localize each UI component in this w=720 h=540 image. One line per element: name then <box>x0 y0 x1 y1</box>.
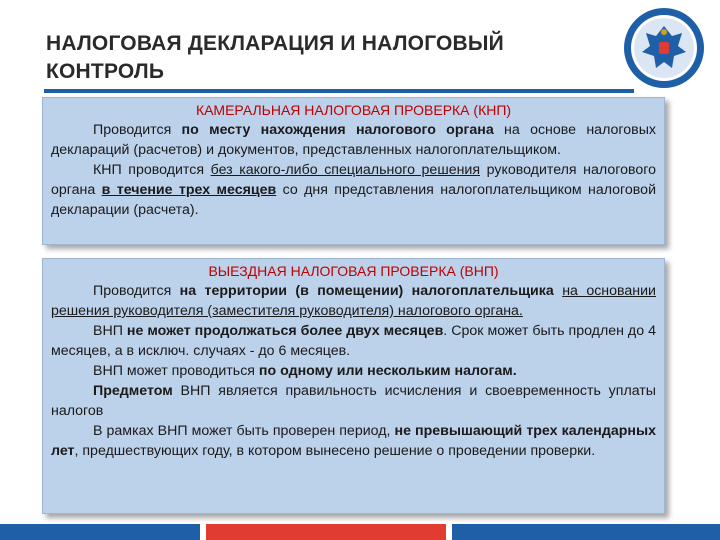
footer-bar-segment <box>206 524 446 540</box>
knp-panel <box>42 97 665 245</box>
vnp-p1-text-d: на основании решения руководителя (заместителя руководителя) налогового органа. <box>51 283 656 319</box>
knp-p1-text-b: по месту нахождения налогового органа <box>181 122 494 138</box>
vnp-p3-text-b: по одному или нескольким налогам. <box>258 363 517 379</box>
fns-emblem-icon <box>622 6 706 90</box>
knp-p2-text-c: руководителя налогового органа <box>51 162 656 198</box>
footer-bar-segment <box>0 524 200 540</box>
knp-heading: КАМЕРАЛЬНАЯ НАЛОГОВАЯ ПРОВЕРКА (КНП) <box>195 102 512 118</box>
page-title-line2: КОНТРОЛЬ <box>46 60 165 83</box>
vnp-heading: ВЫЕЗДНАЯ НАЛОГОВАЯ ПРОВЕРКА (ВНП) <box>208 263 499 279</box>
title-underline <box>44 89 634 93</box>
vnp-paragraph-2 <box>51 321 656 361</box>
vnp-p1-text-a: Проводится <box>93 283 180 299</box>
page-title-line1: НАЛОГОВАЯ ДЕКЛАРАЦИЯ И НАЛОГОВЫЙ <box>46 32 504 55</box>
knp-p2-text-d: в течение трех месяцев <box>101 182 277 198</box>
knp-p2-text-e: со дня представления налогоплательщиком налоговой декларации (расчета). <box>51 182 656 218</box>
knp-p2-text-b: без какого-либо специального решения <box>210 162 481 178</box>
knp-paragraph-2 <box>51 160 656 220</box>
vnp-p1-text-b: на территории (в помещении) налогоплательщика <box>179 283 554 299</box>
vnp-p1-text-c <box>554 283 562 299</box>
vnp-p2-text-b: не может продолжаться более двух месяцев <box>126 323 444 339</box>
vnp-p4-text-a: Предметом <box>93 383 173 399</box>
vnp-p5-text-a: В рамках ВНП может быть проверен период, <box>93 423 395 439</box>
vnp-p4-text-b: ВНП является правильность исчисления и своевременность уплаты налогов <box>51 383 656 419</box>
knp-paragraph-1 <box>51 120 656 160</box>
knp-p1-text-c: на основе налоговых деклараций (расчетов) и документов, представленных налогоплательщиком. <box>51 122 656 158</box>
vnp-p5-text-c: , предшествующих году, в котором вынесено решение о проведении проверки. <box>74 443 596 459</box>
knp-p1-text-a: Проводится <box>93 122 182 138</box>
vnp-p2-text-a: ВНП <box>93 323 127 339</box>
vnp-panel <box>42 258 665 514</box>
knp-p2-text-a: КНП проводится <box>93 162 211 178</box>
page-title <box>46 30 606 86</box>
vnp-p5-text-b: не превышающий трех календарных лет <box>51 423 657 459</box>
vnp-paragraph-3 <box>51 361 656 381</box>
vnp-paragraph-1 <box>51 281 656 321</box>
vnp-p3-text-a: ВНП может проводиться <box>93 363 259 379</box>
vnp-paragraph-4 <box>51 381 656 421</box>
vnp-p2-text-c: . Срок может быть продлен до 4 месяцев, а в исключ. случаях - до 6 месяцев. <box>51 323 656 359</box>
footer-bar-segment <box>452 524 720 540</box>
vnp-paragraph-5 <box>51 421 656 461</box>
footer-color-bar <box>0 524 720 540</box>
